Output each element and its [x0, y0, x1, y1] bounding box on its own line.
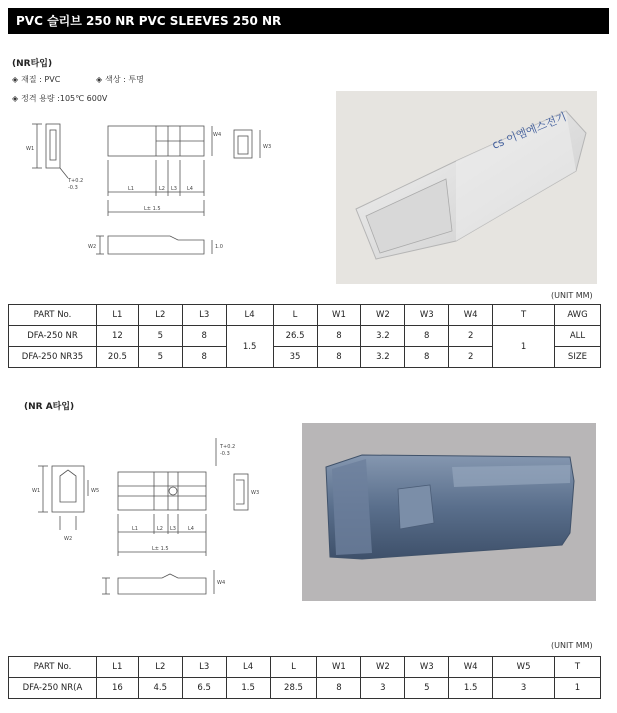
table-header: T [493, 305, 555, 326]
table-cell: 2 [449, 326, 493, 347]
label-l1: L1 [132, 526, 138, 532]
table-cell: 5 [138, 326, 182, 347]
table-header: L1 [96, 657, 138, 678]
diamond-bullet-icon: ◈ [12, 94, 19, 103]
table-header: L4 [226, 305, 273, 326]
table-header: PART No. [9, 305, 97, 326]
table-cell: 26.5 [273, 326, 317, 347]
table-cell: 5 [405, 678, 449, 699]
label-l3: L3 [170, 526, 176, 532]
table-header: L1 [96, 305, 138, 326]
spec-rating-text: 정격 용량 :105℃ 600V [21, 94, 108, 103]
label-l: L± 1.5 [144, 206, 161, 212]
table-header: L3 [182, 657, 226, 678]
table-header-row [9, 305, 601, 326]
label-t: T+0.2 [68, 178, 84, 184]
label-t2: -0.3 [68, 185, 78, 191]
table-header: W2 [361, 305, 405, 326]
table-cell: 8 [182, 347, 226, 368]
table-cell: 2 [449, 347, 493, 368]
table-cell: 3.2 [361, 326, 405, 347]
table-header: L2 [138, 305, 182, 326]
end-view-left [52, 466, 84, 512]
table-cell: 4.5 [138, 678, 182, 699]
label-w4: W4 [217, 580, 226, 586]
label-w2: W2 [88, 244, 97, 250]
spec-color-text: 색상 : 투명 [105, 75, 144, 84]
section2-spec-table [8, 656, 601, 699]
label-l1: L1 [128, 186, 134, 192]
label-w2: W2 [64, 536, 73, 542]
table-cell: 8 [405, 347, 449, 368]
table-header: L2 [138, 657, 182, 678]
label-w1: W1 [32, 488, 41, 494]
photo-brand-text: cs 이엠에스전기 [490, 110, 569, 152]
label-dim: 1.0 [215, 244, 223, 250]
section2-unit: (UNIT MM) [551, 641, 593, 650]
table-header: W4 [449, 657, 493, 678]
page-header [8, 8, 609, 34]
end-view-right [234, 474, 248, 510]
table-cell-merged: 1.5 [226, 326, 273, 368]
label-t2: -0.3 [220, 451, 230, 457]
table-header: W1 [317, 305, 361, 326]
spec-color [96, 74, 144, 85]
sleeve-photo-blue [302, 423, 596, 601]
section1-title: (NR타입) [12, 59, 53, 69]
table-header: PART No. [9, 657, 97, 678]
table-header: W2 [361, 657, 405, 678]
diamond-bullet-icon: ◈ [12, 75, 19, 84]
table-cell: 3 [361, 678, 405, 699]
table-cell: 35 [273, 347, 317, 368]
table-cell: SIZE [554, 347, 600, 368]
table-row [9, 678, 601, 699]
section2-title: (NR A타입) [24, 402, 75, 412]
table-cell: 5 [138, 347, 182, 368]
label-w1: W1 [26, 146, 35, 152]
section1-spec-table [8, 304, 601, 368]
table-cell: ALL [554, 326, 600, 347]
table-cell: DFA-250 NR35 [9, 347, 97, 368]
table-cell: 28.5 [270, 678, 317, 699]
label-w5: W5 [91, 488, 100, 494]
table-cell: 3.2 [361, 347, 405, 368]
table-header: W1 [317, 657, 361, 678]
table-cell: 1 [555, 678, 601, 699]
label-l4: L4 [187, 186, 193, 192]
table-cell: 1.5 [449, 678, 493, 699]
end-view-left [46, 124, 60, 168]
table-cell: 12 [96, 326, 138, 347]
table-header-row [9, 657, 601, 678]
table-header: L3 [182, 305, 226, 326]
label-l2: L2 [157, 526, 163, 532]
side-view [118, 574, 206, 594]
table-cell: 16 [96, 678, 138, 699]
table-cell: DFA-250 NR [9, 326, 97, 347]
label-w4: W4 [213, 132, 222, 138]
label-l4: L4 [188, 526, 194, 532]
table-cell: 1.5 [226, 678, 270, 699]
top-view [118, 472, 206, 510]
label-l3: L3 [171, 186, 177, 192]
table-cell: 8 [317, 326, 361, 347]
table-header: L4 [226, 657, 270, 678]
spec-material [12, 74, 60, 85]
clear-sleeve-image [336, 91, 597, 284]
label-l2: L2 [159, 186, 165, 192]
sleeve-photo-clear [336, 91, 597, 284]
table-header: L [273, 305, 317, 326]
diamond-bullet-icon: ◈ [96, 75, 103, 84]
table-cell: DFA-250 NR(A [9, 678, 97, 699]
table-cell: 8 [182, 326, 226, 347]
table-header: W3 [405, 305, 449, 326]
table-header: W5 [493, 657, 555, 678]
table-header: T [555, 657, 601, 678]
table-cell: 8 [317, 678, 361, 699]
table-cell-merged: 1 [493, 326, 555, 368]
label-t: T+0.2 [220, 444, 236, 450]
table-cell: 6.5 [182, 678, 226, 699]
table-row [9, 326, 601, 347]
spec-material-text: 재질 : PVC [21, 75, 61, 84]
side-view [108, 236, 204, 254]
label-w3: W3 [251, 490, 260, 496]
table-cell: 8 [405, 326, 449, 347]
spec-rating [12, 93, 107, 104]
label-l: L± 1.5 [152, 546, 169, 552]
page-title: PVC 슬리브 250 NR PVC SLEEVES 250 NR [16, 14, 282, 28]
table-header: W3 [405, 657, 449, 678]
blue-sleeve-image [302, 423, 596, 601]
table-header: L [270, 657, 317, 678]
table-cell: 20.5 [96, 347, 138, 368]
table-cell: 8 [317, 347, 361, 368]
section1-unit: (UNIT MM) [551, 291, 593, 300]
section2-technical-drawing [30, 430, 290, 610]
label-w3: W3 [263, 144, 272, 150]
table-cell: 3 [493, 678, 555, 699]
table-header: W4 [449, 305, 493, 326]
table-header: AWG [554, 305, 600, 326]
section1-technical-drawing [20, 112, 280, 272]
